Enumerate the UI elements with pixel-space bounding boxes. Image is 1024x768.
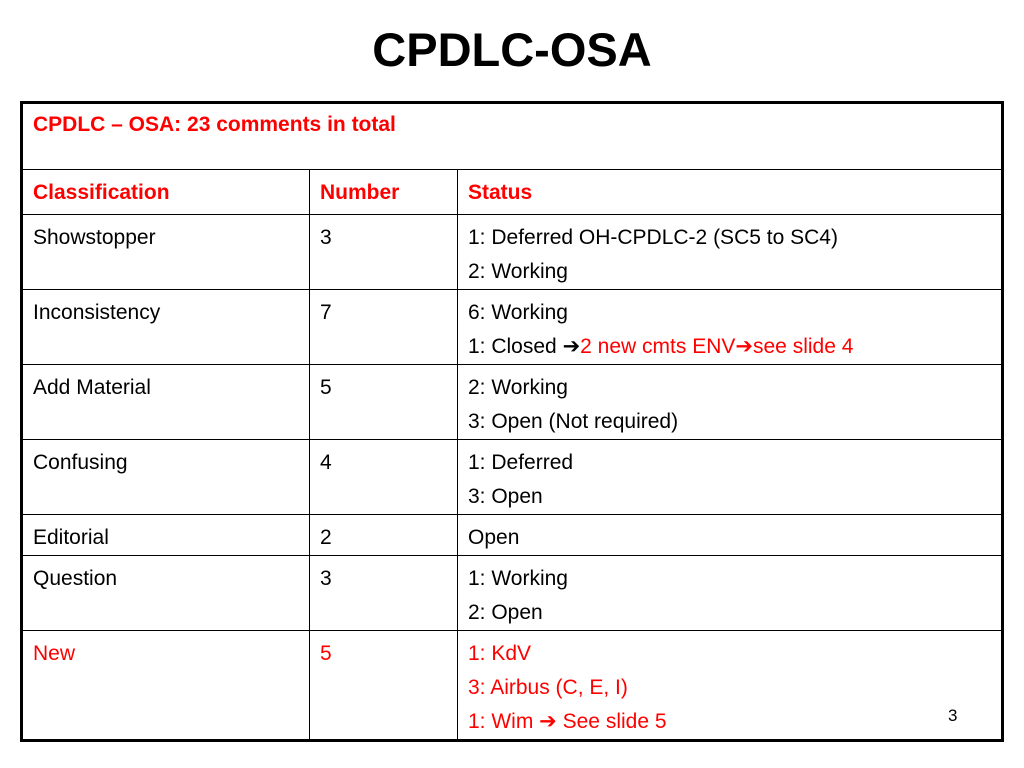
- status-text: 1: Closed: [468, 335, 563, 358]
- status-note: 2 new cmts ENV: [580, 335, 736, 358]
- number-cell: 5: [310, 365, 458, 440]
- table-row: [22, 631, 1003, 741]
- classification-cell: Confusing: [22, 440, 310, 515]
- status-cell: [458, 290, 1003, 365]
- status-text: 1: Wim: [468, 710, 540, 733]
- number-cell: 2: [310, 515, 458, 556]
- number-cell: 3: [310, 556, 458, 631]
- header-status: Status: [458, 170, 1003, 215]
- table-row: [22, 556, 1003, 631]
- number-cell: 7: [310, 290, 458, 365]
- status-line: Open: [468, 526, 520, 549]
- table-row: [22, 515, 1003, 556]
- table-row: [22, 290, 1003, 365]
- status-line: 3: Airbus (C, E, I): [468, 676, 628, 699]
- status-cell: [458, 215, 1003, 290]
- status-line: 2: Open: [468, 601, 543, 624]
- status-note: see slide 4: [753, 335, 854, 358]
- status-cell: [458, 365, 1003, 440]
- table-caption-row: [22, 103, 1003, 170]
- status-line: [468, 705, 993, 739]
- classification-cell: Question: [22, 556, 310, 631]
- status-line: 1: Working: [468, 567, 568, 590]
- status-cell: [458, 440, 1003, 515]
- right-arrow-icon: ➔: [539, 710, 557, 733]
- status-line: 3: Open: [468, 485, 543, 508]
- right-arrow-icon: ➔: [735, 335, 753, 358]
- page-number: 3: [948, 706, 958, 725]
- table-caption: CPDLC – OSA: 23 comments in total: [22, 103, 1003, 170]
- comments-summary-table: [20, 101, 1004, 742]
- header-number: Number: [310, 170, 458, 215]
- table-row: [22, 365, 1003, 440]
- number-cell: 5: [310, 631, 458, 741]
- right-arrow-icon: ➔: [562, 335, 581, 358]
- slide-title: CPDLC-OSA: [372, 23, 652, 76]
- classification-cell: Editorial: [22, 515, 310, 556]
- number-cell: 3: [310, 215, 458, 290]
- table-header-row: [22, 170, 1003, 215]
- status-line: 2: Working: [468, 260, 568, 283]
- status-cell: [458, 631, 1003, 741]
- status-note: See slide 5: [556, 710, 667, 733]
- status-cell: [458, 556, 1003, 631]
- status-line: 2: Working: [468, 376, 568, 399]
- classification-cell: Inconsistency: [22, 290, 310, 365]
- classification-cell: New: [22, 631, 310, 741]
- classification-cell: Showstopper: [22, 215, 310, 290]
- status-cell: [458, 515, 1003, 556]
- classification-cell: Add Material: [22, 365, 310, 440]
- table-row: [22, 215, 1003, 290]
- header-classification: Classification: [22, 170, 310, 215]
- number-cell: 4: [310, 440, 458, 515]
- status-line: 1: Deferred: [468, 451, 574, 474]
- status-line: [468, 330, 993, 364]
- table-row: [22, 440, 1003, 515]
- status-line: 1: Deferred OH-CPDLC-2 (SC5 to SC4): [468, 226, 838, 249]
- status-line: 3: Open (Not required): [468, 410, 679, 433]
- status-line: 1: KdV: [468, 642, 532, 665]
- status-line: 6: Working: [468, 301, 568, 324]
